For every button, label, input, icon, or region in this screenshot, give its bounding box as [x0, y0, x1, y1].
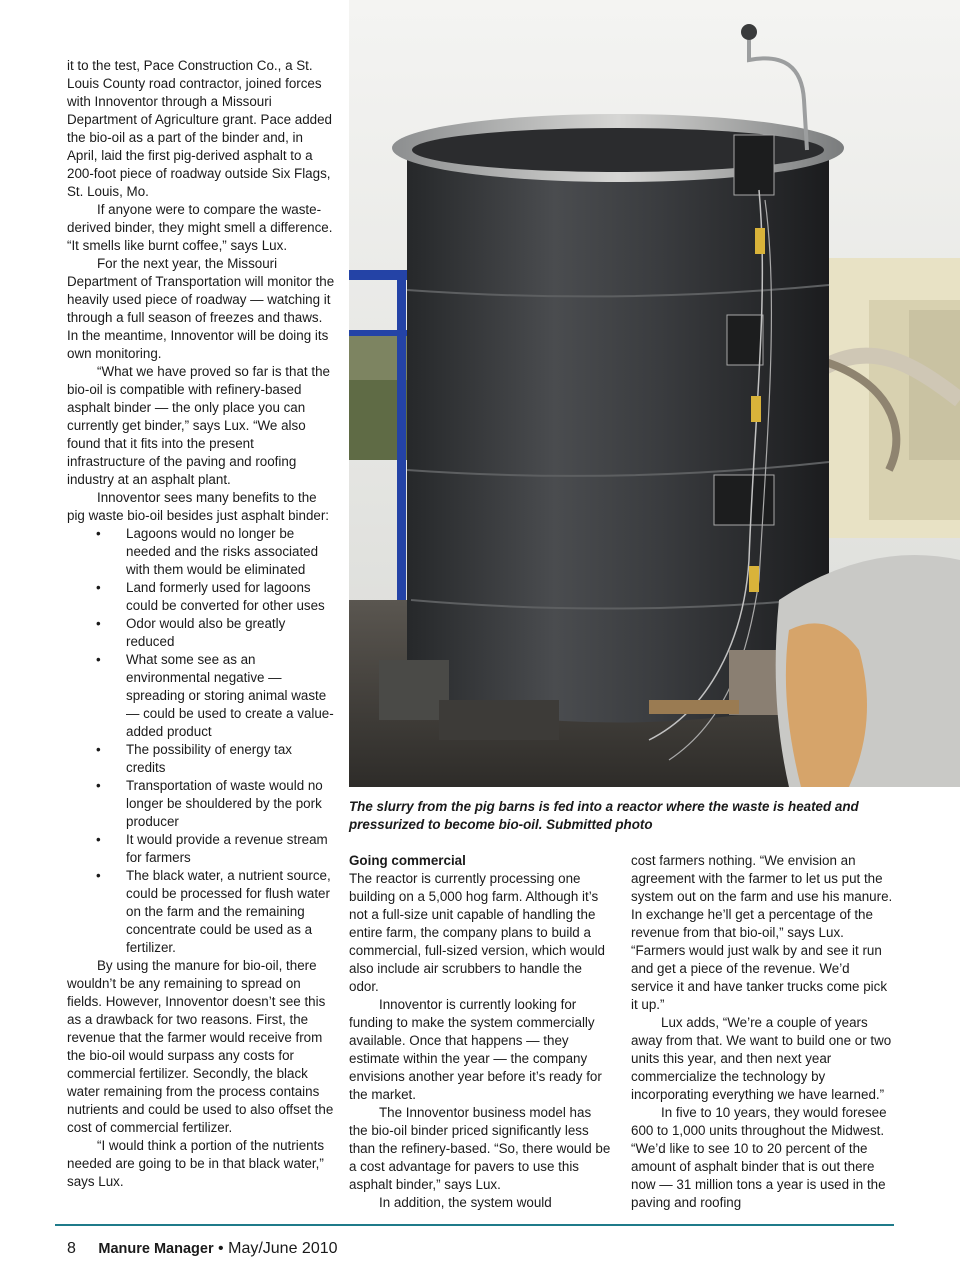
paragraph: Lux adds, “We’re a couple of years away from that. We want to build one or two units this year, and then next year commercialize the technology by incorporating everything we have learned.”: [631, 1015, 892, 1102]
paragraph: “I would think a portion of the nutrients needed are going to be in that black water,” says Lux.: [67, 1138, 325, 1189]
paragraph: The Innoventor business model has the bio-oil binder priced significantly less than the refinery-based. “So, there would be a cost advantage for pavers to use this asphalt binder,” says Lux.: [349, 1105, 611, 1192]
middle-column: [349, 852, 611, 1212]
paragraph: cost farmers nothing. “We envision an agreement with the farmer to let us put the system out on the farm and use his manure. In exchange he’ll get a percentage of the revenue from that bio-oil,” says Lux. “Farmers would just walk by and see it run and get a piece of the revenue. We’d service it and have tanker trucks come pick it up.”: [631, 853, 893, 1012]
section-heading: Going commercial: [349, 853, 466, 868]
paragraph: Innoventor sees many benefits to the pig waste bio-oil besides just asphalt binder:: [67, 490, 330, 523]
list-item: • Lagoons would no longer be needed and the risks associated with them would be eliminated: [96, 526, 319, 577]
bullet-icon: •: [96, 616, 101, 631]
paragraph: In five to 10 years, they would foresee 600 to 1,000 units throughout the Midwest. “We’d like to see 10 to 20 percent of the amount of asphalt binder that is out there now — 31 million tons a year is used in the paving and roofing: [631, 1105, 887, 1210]
reactor-illustration: [349, 0, 960, 787]
paragraph: If anyone were to compare the waste-derived binder, they might smell a difference. “It smells like burnt coffee,” says Lux.: [67, 202, 333, 253]
footer-separator: •: [218, 1240, 224, 1257]
list-item: • What some see as an environmental negative — spreading or storing animal waste — could be used to create a value-added product: [96, 652, 334, 739]
bullet-icon: •: [96, 580, 101, 595]
paragraph: By using the manure for bio-oil, there wouldn’t be any remaining to spread on fields. However, Innoventor doesn’t see this as a drawback for two reasons. First, the revenue that the farmer would receive from the bio-oil would surpass any costs for commercial fertilizer. Secondly, the black water remaining from the process contains nutrients and could be used to also offset the cost of commercial fertilizer.: [67, 958, 334, 1135]
issue-date: May/June 2010: [228, 1240, 338, 1257]
bullet-icon: •: [96, 778, 101, 793]
bullet-icon: •: [96, 652, 101, 667]
reactor-photo: [349, 0, 960, 787]
list-item: • Land formerly used for lagoons could be converted for other uses: [96, 580, 325, 613]
list-item: • The black water, a nutrient source, could be processed for flush water on the farm and the remaining concentrate could be used as a fertilizer.: [96, 868, 331, 955]
benefits-list: [67, 525, 335, 957]
photo-caption: The slurry from the pig barns is fed into a reactor where the waste is heated and pressurized to become bio-oil. Submitted photo: [349, 799, 859, 832]
page-number: 8: [67, 1240, 76, 1257]
paragraph: Innoventor is currently looking for funding to make the system commercially available. Once that happens — they estimate within the year — the company envisions another year before it’s ready for the market.: [349, 997, 602, 1102]
bullet-icon: •: [96, 526, 101, 541]
paragraph: For the next year, the Missouri Department of Transportation will monitor the heavily used piece of roadway — watching it through a full season of freezes and thaws. In the meantime, Innoventor will be doing its own monitoring.: [67, 256, 335, 361]
magazine-title: Manure Manager: [98, 1241, 214, 1257]
list-item: • The possibility of energy tax credits: [96, 742, 292, 775]
bullet-icon: •: [96, 832, 101, 847]
bullet-icon: •: [96, 868, 101, 883]
paragraph: In addition, the system would: [379, 1195, 552, 1210]
list-item: • Odor would also be greatly reduced: [96, 616, 286, 649]
list-item: • It would provide a revenue stream for farmers: [96, 832, 328, 865]
footer-rule: [55, 1224, 894, 1226]
page-footer: [67, 1239, 338, 1259]
left-column: [67, 57, 335, 1191]
right-column: [631, 852, 893, 1212]
paragraph: The reactor is currently processing one building on a 5,000 hog farm. Although it’s not a full-size unit capable of handling the entire farm, the company plans to build a commercial, full-sized version, which would also include air scrubbers to handle the odor.: [349, 871, 605, 994]
bullet-icon: •: [96, 742, 101, 757]
list-item: • Transportation of waste would no longer be shouldered by the pork producer: [96, 778, 323, 829]
paragraph: it to the test, Pace Construction Co., a St. Louis County road contractor, joined forces with Innoventor through a Missouri Department of Agriculture grant. Pace added the bio-oil as a part of the binder and, in April, laid the first pig-derived asphalt to a 200-foot piece of roadway outside Six Flags, St. Louis, Mo.: [67, 58, 332, 199]
paragraph: “What we have proved so far is that the bio-oil is compatible with refinery-based asphalt binder — the only place you can currently get binder,” says Lux. “We also found that it fits into the present infrastructure of the paving and roofing industry at an asphalt plant.: [67, 364, 330, 487]
